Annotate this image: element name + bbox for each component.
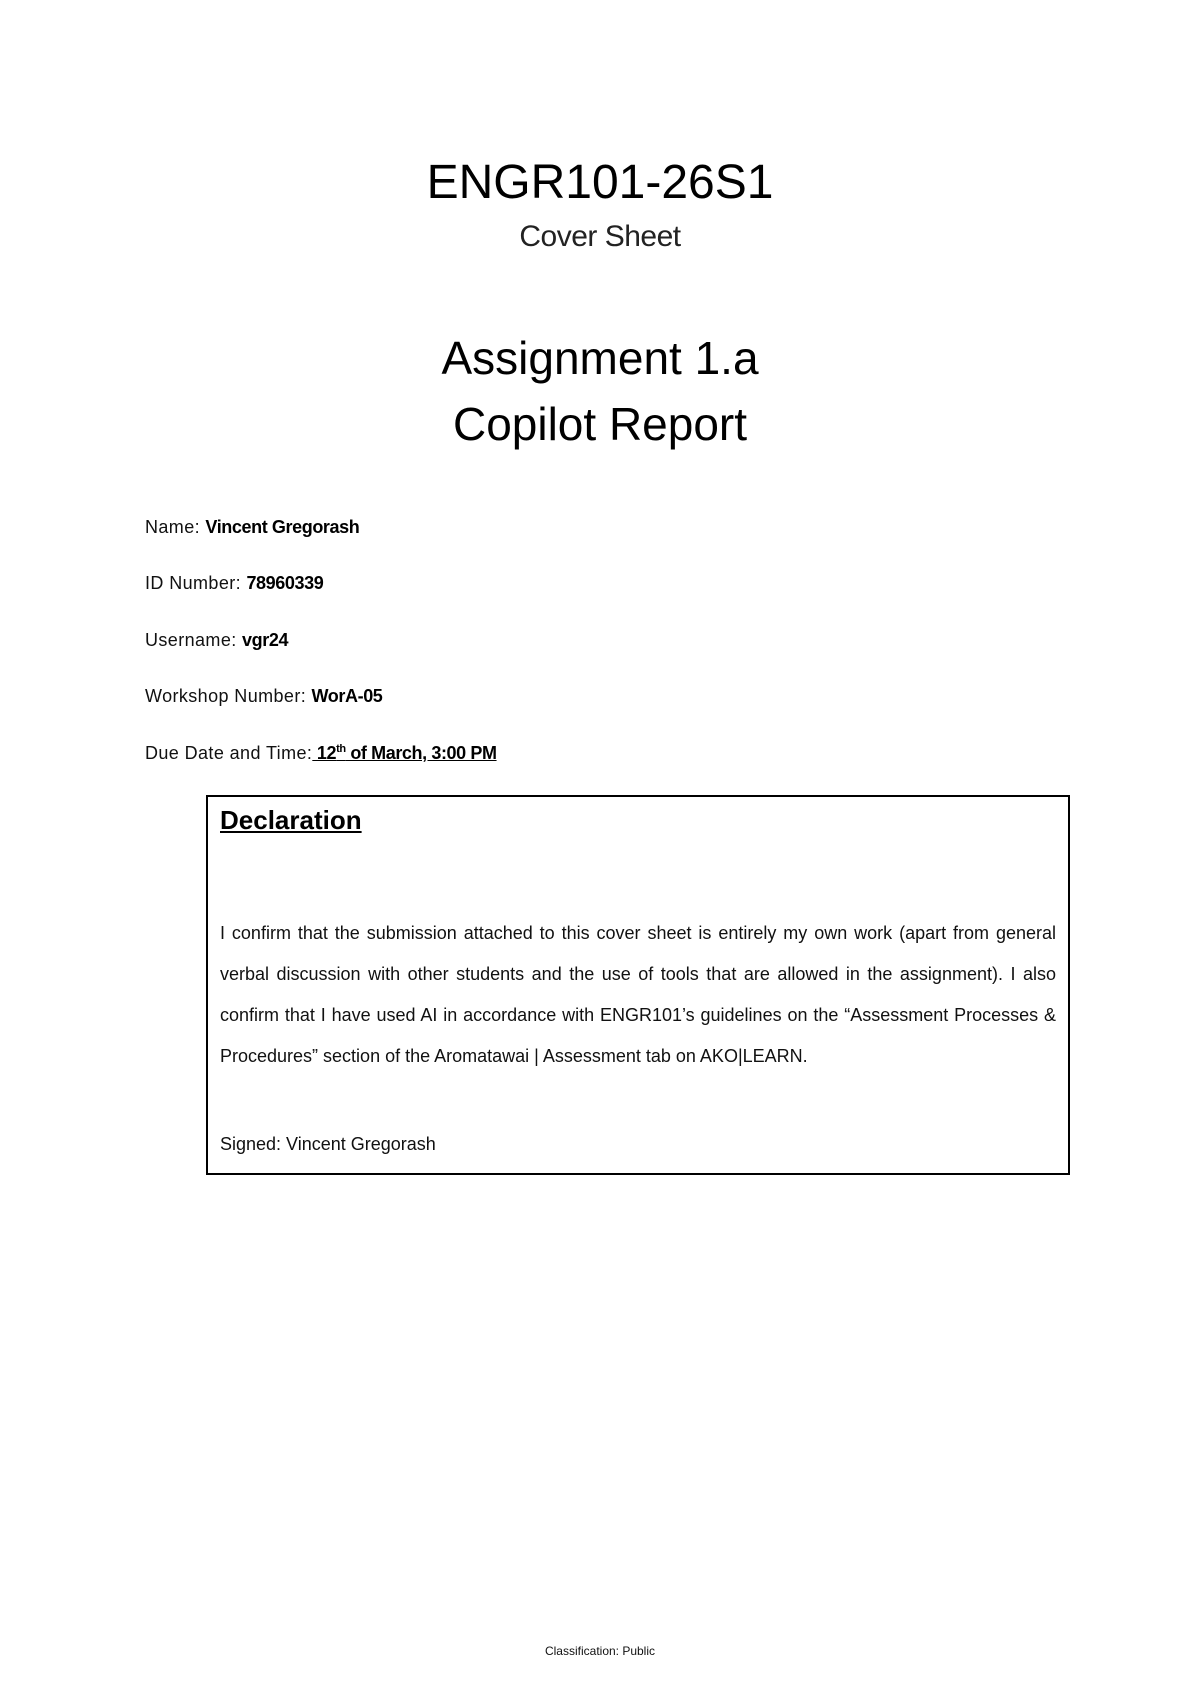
due-date-value: [312, 743, 496, 763]
id-number-value: 78960339: [246, 573, 324, 593]
id-number-field: [145, 570, 323, 596]
workshop-number-value: WorA-05: [311, 686, 383, 706]
assignment-title-line2: Copilot Report: [452, 398, 748, 450]
course-code-title: ENGR101-26S1: [426, 156, 774, 209]
declaration-box: [206, 795, 1070, 1175]
name-value: Vincent Gregorash: [205, 517, 360, 537]
cover-sheet-subtitle: Cover Sheet: [519, 220, 681, 253]
name-field: [145, 514, 359, 540]
username-field: [145, 627, 288, 653]
due-date-day: 12: [312, 743, 337, 763]
workshop-number-label: Workshop Number:: [145, 686, 312, 706]
due-date-label: Due Date and Time:: [145, 743, 313, 763]
assignment-title-line1: Assignment 1.a: [441, 332, 759, 384]
assignment-title: [0, 325, 1200, 457]
declaration-heading: Declaration: [220, 805, 362, 835]
due-date-field: [145, 740, 497, 766]
id-number-label: ID Number:: [145, 573, 247, 593]
workshop-number-field: [145, 683, 382, 709]
due-date-rest: of March, 3:00 PM: [345, 743, 497, 763]
due-date-ordinal-suffix: th: [336, 743, 346, 755]
declaration-signature: Signed: Vincent Gregorash: [220, 1134, 436, 1154]
classification-footer: Classification: Public: [544, 1644, 656, 1658]
declaration-text: I confirm that the submission attached to this cover sheet is entirely my own work (apart from general verbal discussion with other students and the use of tools that are allowed in the assignment). I also confirm that I have used AI in accordance with ENGR101’s guidelines on the “Assessment Processes & Procedures” section of the Aromatawai | Assessment tab on AKO|LEARN.: [220, 923, 1056, 1066]
username-label: Username:: [145, 630, 243, 650]
name-label: Name:: [145, 517, 206, 537]
username-value: vgr24: [242, 630, 289, 650]
